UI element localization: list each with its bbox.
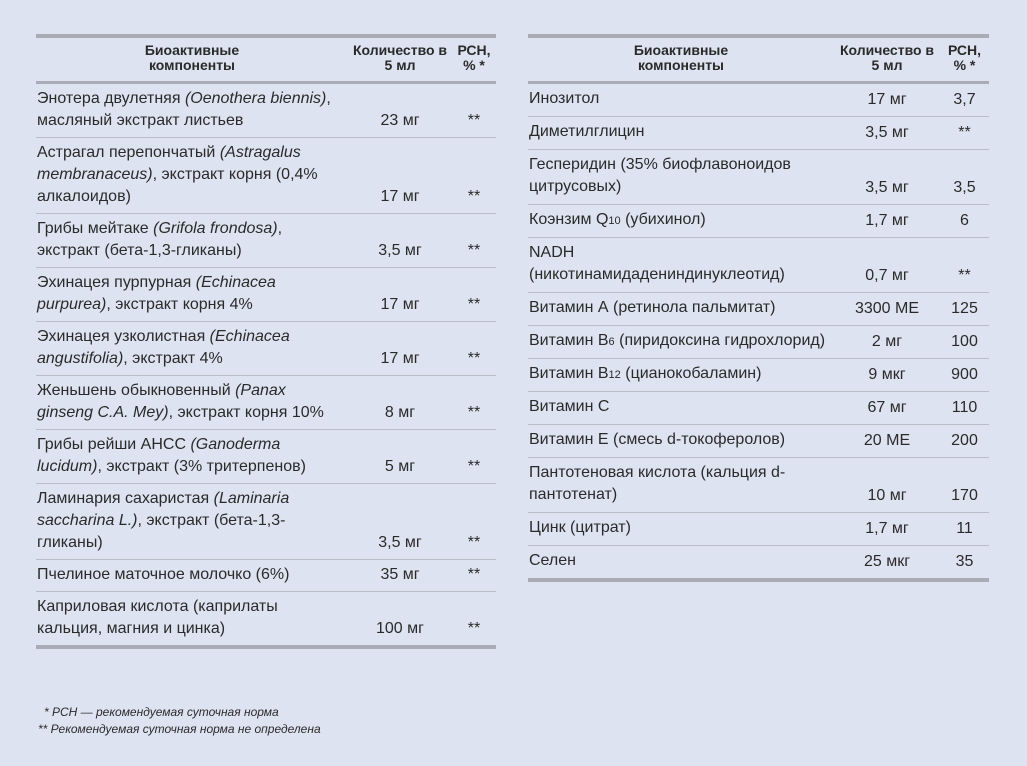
table-row	[36, 484, 496, 560]
amount-value: 67 мг	[834, 392, 940, 425]
component-name: Диметилглицин	[528, 117, 834, 150]
component-name: Инозитол	[528, 83, 834, 117]
component-name: Витамин В12 (цианокобаламин)	[528, 359, 834, 392]
rsn-value: 3,7	[940, 83, 989, 117]
rsn-value: 125	[940, 293, 989, 326]
table-row	[528, 117, 989, 150]
table-row	[528, 359, 989, 392]
table-row	[36, 430, 496, 484]
amount-value: 35 мг	[348, 560, 452, 592]
table-row	[36, 560, 496, 592]
component-name: Ламинария сахаристая (Laminaria saccharina L.), экстракт (бета-1,3-гликаны)	[36, 484, 348, 560]
table-row	[36, 83, 496, 138]
amount-value: 1,7 мг	[834, 205, 940, 238]
component-name: Гесперидин (35% биофлавоноидов цитрусовых)	[528, 150, 834, 205]
footnote-rsn: * РСН — рекомендуемая суточная норма	[44, 705, 279, 719]
rsn-value: **	[452, 322, 496, 376]
header-row	[36, 36, 496, 83]
amount-value: 5 мг	[348, 430, 452, 484]
rsn-value: **	[452, 214, 496, 268]
table-row	[528, 326, 989, 359]
rsn-value: **	[452, 376, 496, 430]
component-name: Каприловая кислота (каприлаты кальция, магния и цинка)	[37, 598, 278, 637]
component-name: Витамин А (ретинола пальмитат)	[528, 293, 834, 326]
component-name: Селен	[529, 552, 576, 569]
component-name: Женьшень обыкновенный (Panax ginseng C.A. Mey), экстракт корня 10%	[36, 376, 348, 430]
table-row	[528, 205, 989, 238]
table-row	[36, 138, 496, 214]
table-row	[528, 546, 989, 581]
rsn-value: 11	[940, 513, 989, 546]
amount-value: 3,5 мг	[834, 117, 940, 150]
component-name: Грибы мейтаке (Grifola frondosa), экстракт (бета-1,3-гликаны)	[36, 214, 348, 268]
header-rsn: РСН, % *	[452, 36, 496, 83]
component-name: Эхинацея узколистная (Echinacea angustifolia), экстракт 4%	[36, 322, 348, 376]
table-row	[36, 592, 496, 648]
component-name: Эхинацея пурпурная (Echinacea purpurea), экстракт корня 4%	[36, 268, 348, 322]
rsn-value: **	[452, 138, 496, 214]
rsn-value: 35	[955, 553, 974, 570]
table-row	[528, 513, 989, 546]
rsn-value: **	[452, 268, 496, 322]
amount-value: 0,7 мг	[834, 238, 940, 293]
footnote-undefined: ** Рекомендуемая суточная норма не определена	[38, 722, 321, 736]
amount-value: 17 мг	[348, 138, 452, 214]
amount-value: 100 мг	[376, 620, 424, 637]
component-name: Энотера двулетняя (Oenothera biennis), масляный экстракт листьев	[36, 83, 348, 138]
rsn-value: **	[467, 620, 481, 637]
amount-value: 3300 МЕ	[834, 293, 940, 326]
component-name: Цинк (цитрат)	[528, 513, 834, 546]
amount-value: 3,5 мг	[348, 484, 452, 560]
table-row	[528, 458, 989, 513]
amount-value: 3,5 мг	[348, 214, 452, 268]
amount-value: 23 мг	[348, 83, 452, 138]
rsn-value: **	[452, 83, 496, 138]
component-name: Витамин В6 (пиридоксина гидрохлорид)	[528, 326, 834, 359]
amount-value: 8 мг	[348, 376, 452, 430]
ingredients-table-left	[36, 34, 496, 649]
rsn-value: 110	[940, 392, 989, 425]
rsn-value: **	[452, 430, 496, 484]
amount-value: 9 мкг	[834, 359, 940, 392]
ingredients-table-right	[528, 34, 989, 582]
amount-value: 1,7 мг	[834, 513, 940, 546]
rsn-value: 6	[940, 205, 989, 238]
amount-value: 2 мг	[834, 326, 940, 359]
component-name: Пчелиное маточное молочко (6%)	[36, 560, 348, 592]
rsn-value: **	[452, 484, 496, 560]
table-row	[36, 214, 496, 268]
table-row	[528, 238, 989, 293]
component-name: Пантотеновая кислота (кальция d-пантотенат)	[528, 458, 834, 513]
rsn-value: 100	[940, 326, 989, 359]
component-name: Астрагал перепончатый (Astragalus membranaceus), экстракт корня (0,4% алкалоидов)	[36, 138, 348, 214]
footnotes	[38, 704, 321, 738]
rsn-value: 170	[940, 458, 989, 513]
header-component: Биоактивные компоненты	[36, 36, 348, 83]
amount-value: 25 мкг	[863, 553, 911, 570]
table-row	[36, 376, 496, 430]
table-row	[36, 268, 496, 322]
amount-value: 20 МЕ	[834, 425, 940, 458]
component-name: Витамин С	[528, 392, 834, 425]
header-row	[528, 36, 989, 83]
header-rsn: РСН, % *	[940, 36, 989, 83]
amount-value: 17 мг	[348, 268, 452, 322]
component-name: Грибы рейши AHCC (Ganoderma lucidum), экстракт (3% тритерпенов)	[36, 430, 348, 484]
rsn-value: 3,5	[940, 150, 989, 205]
table-row	[528, 83, 989, 117]
amount-value: 17 мг	[348, 322, 452, 376]
amount-value: 17 мг	[834, 83, 940, 117]
header-amount: Количество в 5 мл	[834, 36, 940, 83]
rsn-value: **	[452, 560, 496, 592]
rsn-value: 200	[940, 425, 989, 458]
rsn-value: **	[940, 238, 989, 293]
component-name: Витамин Е (смесь d-токоферолов)	[528, 425, 834, 458]
header-amount: Количество в 5 мл	[348, 36, 452, 83]
table-row	[528, 425, 989, 458]
table-row	[528, 392, 989, 425]
amount-value: 10 мг	[834, 458, 940, 513]
table-row	[36, 322, 496, 376]
rsn-value: 900	[940, 359, 989, 392]
amount-value: 3,5 мг	[834, 150, 940, 205]
component-name: Коэнзим Q10 (убихинол)	[528, 205, 834, 238]
table-row	[528, 293, 989, 326]
component-name: NADH (никотинамидадениндинуклеотид)	[528, 238, 834, 293]
header-component: Биоактивные компоненты	[528, 36, 834, 83]
rsn-value: **	[940, 117, 989, 150]
table-row	[528, 150, 989, 205]
